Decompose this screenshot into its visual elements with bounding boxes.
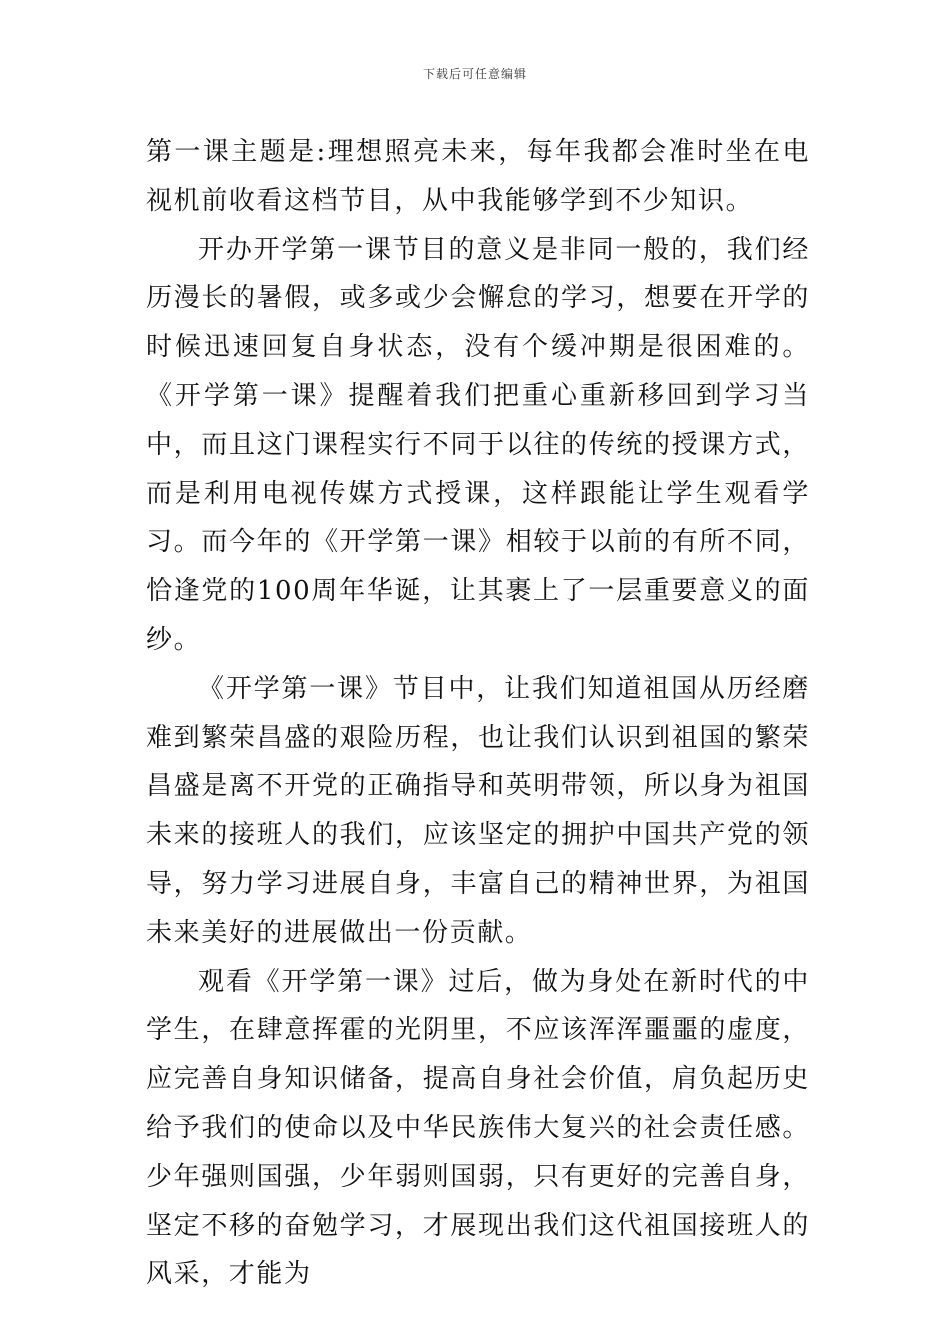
paragraph-2: 开办开学第一课节目的意义是非同一般的，我们经历漫长的暑假，或多或少会懈怠的学习，想要在开学的时候迅速回复自身状态，没有个缓冲期是很困难的。《开学第一课》提醒着我们把重心重新移回到学习当中，而且这门课程实行不同于以往的传统的授课方式，而是利用电视传媒方式授课，这样跟能让学生观看学习。而今年的《开学第一课》相较于以前的有所不同，恰逢党的100周年华诞，让其裹上了一层重要意义的面纱。: [146, 234, 810, 655]
paragraph-4: 观看《开学第一课》过后，做为身处在新时代的中学生，在肆意挥霍的光阴里，不应该浑浑噩噩的虚度，应完善自身知识储备，提高自身社会价值，肩负起历史给予我们的使命以及中华民族伟大复兴的社会责任感。少年强则国强，少年弱则国弱，只有更好的完善自身，坚定不移的奋勉学习，才展现出我们这代祖国接班人的风采，才能为: [146, 966, 810, 1290]
page-header: 下载后可任意编辑: [422, 67, 527, 81]
paragraph-1: 第一课主题是:理想照亮未来，每年我都会准时坐在电视机前收看这档节目，从中我能够学到不少知识。: [146, 137, 810, 216]
paragraph-3: 《开学第一课》节目中，让我们知道祖国从历经磨难到繁荣昌盛的艰险历程，也让我们认识到祖国的繁荣昌盛是离不开党的正确指导和英明带领，所以身为祖国未来的接班人的我们，应该坚定的拥护中国共产党的领导，努力学习进展自身，丰富自己的精神世界，为祖国未来美好的进展做出一份贡献。: [146, 673, 810, 948]
document-body: [146, 128, 810, 1299]
